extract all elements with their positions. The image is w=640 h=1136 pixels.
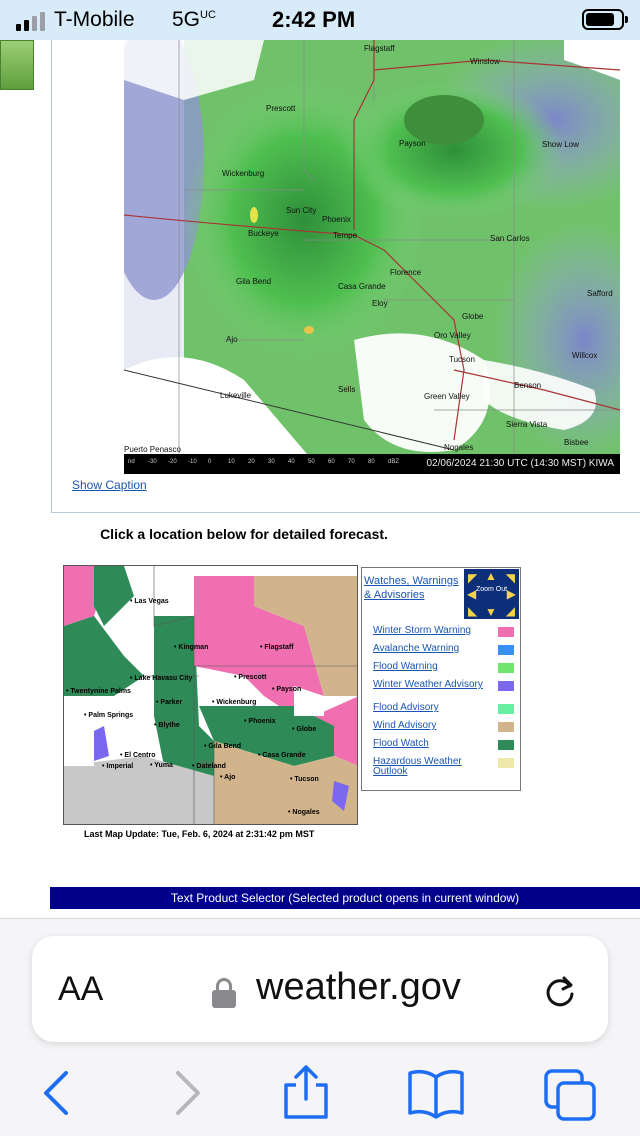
carrier-name: T-Mobile bbox=[54, 8, 135, 31]
arrow-down-icon: ▼ bbox=[485, 605, 497, 619]
side-menu-tab[interactable] bbox=[0, 40, 34, 90]
radar-city-label: Flagstaff bbox=[364, 44, 395, 53]
hazard-legend bbox=[361, 567, 521, 791]
map-city-link[interactable]: • Kingman bbox=[174, 644, 209, 651]
radar-city-label: Willcox bbox=[572, 351, 598, 360]
arrow-right-icon: ▶ bbox=[506, 587, 516, 601]
legend-swatch bbox=[498, 663, 514, 673]
map-city-link[interactable]: • Gila Bend bbox=[204, 743, 242, 750]
radar-city-label: Benson bbox=[514, 381, 542, 390]
legend-item[interactable] bbox=[373, 624, 518, 642]
forward-icon[interactable] bbox=[156, 1065, 216, 1121]
clock: 2:42 PM bbox=[272, 7, 356, 32]
radar-city-label: Casa Grande bbox=[338, 282, 386, 291]
map-city-link[interactable]: • Wickenburg bbox=[212, 699, 257, 706]
arrow-ne-icon: ◥ bbox=[505, 571, 515, 585]
map-city-link[interactable]: • Parker bbox=[156, 699, 183, 706]
legend-item[interactable] bbox=[373, 737, 518, 755]
map-city-link[interactable]: • Prescott bbox=[234, 674, 267, 681]
forecast-instructions: Click a location below for detailed forecast. bbox=[100, 526, 388, 542]
map-city-link[interactable]: • Palm Springs bbox=[84, 712, 134, 719]
status-bar bbox=[0, 0, 640, 40]
url-text[interactable]: weather.gov bbox=[256, 966, 461, 1008]
legend-swatch bbox=[498, 627, 514, 637]
radar-city-label: San Carlos bbox=[490, 234, 530, 243]
radar-city-label: Prescott bbox=[266, 104, 296, 113]
radar-city-label: Puerto Penasco bbox=[124, 445, 181, 454]
map-city-link[interactable]: • Ajo bbox=[220, 774, 236, 781]
map-city-link[interactable]: • Lake Havasu City bbox=[130, 675, 193, 682]
map-city-link[interactable]: • El Centro bbox=[120, 752, 156, 759]
radar-city-label: Tucson bbox=[449, 355, 475, 364]
show-caption-link[interactable]: Show Caption bbox=[72, 478, 147, 492]
legend-item-label[interactable]: Winter Weather Advisory bbox=[373, 679, 483, 690]
radar-city-label: Globe bbox=[462, 312, 484, 321]
signal-icon bbox=[16, 12, 45, 31]
address-bar[interactable] bbox=[32, 936, 608, 1042]
legend-swatch bbox=[498, 740, 514, 750]
map-city-link[interactable]: • Las Vegas bbox=[130, 598, 169, 605]
map-city-link[interactable]: • Globe bbox=[292, 726, 317, 733]
arrow-sw-icon: ◣ bbox=[468, 604, 478, 618]
arrow-left-icon: ◀ bbox=[467, 587, 477, 601]
legend-swatch bbox=[498, 704, 514, 714]
radar-city-label: Wickenburg bbox=[222, 169, 265, 178]
tabs-icon[interactable] bbox=[540, 1065, 600, 1121]
map-update-time: Last Map Update: Tue, Feb. 6, 2024 at 2:31:42 pm MST bbox=[84, 829, 315, 839]
legend-swatch bbox=[498, 722, 514, 732]
reload-icon[interactable] bbox=[540, 972, 580, 1012]
legend-item[interactable] bbox=[373, 678, 518, 701]
zoom-out-button[interactable] bbox=[464, 569, 519, 619]
legend-item-label[interactable]: Hazardous Weather Outlook bbox=[373, 756, 462, 777]
browser-chrome bbox=[0, 918, 640, 1136]
map-city-link[interactable]: • Nogales bbox=[288, 809, 320, 816]
legend-swatch bbox=[498, 645, 514, 655]
radar-timestamp: 02/06/2024 21:30 UTC (14:30 MST) KIWA bbox=[426, 458, 614, 469]
radar-city-label: Bisbee bbox=[564, 438, 589, 447]
legend-item-label[interactable]: Wind Advisory bbox=[373, 720, 437, 731]
text-product-selector[interactable]: Text Product Selector (Selected product opens in current window) bbox=[50, 887, 640, 909]
radar-city-label: Sells bbox=[338, 385, 356, 394]
legend-item[interactable] bbox=[373, 660, 518, 678]
radar-city-label: Green Valley bbox=[424, 392, 470, 401]
radar-image[interactable] bbox=[124, 40, 620, 474]
radar-city-label: Florence bbox=[390, 268, 422, 277]
legend-item[interactable] bbox=[373, 642, 518, 660]
legend-item-label[interactable]: Flood Warning bbox=[373, 661, 438, 672]
radar-city-label: Winslow bbox=[470, 57, 500, 66]
legend-swatch bbox=[498, 758, 514, 768]
map-city-link[interactable]: • Yuma bbox=[150, 762, 173, 769]
legend-item-label[interactable]: Flood Advisory bbox=[373, 702, 439, 713]
share-icon[interactable] bbox=[276, 1065, 336, 1121]
arrow-up-icon: ▲ bbox=[485, 569, 497, 583]
legend-list bbox=[373, 624, 518, 778]
bookmarks-icon[interactable] bbox=[406, 1065, 466, 1121]
radar-city-label: Tempe bbox=[333, 231, 358, 240]
radar-city-label: Oro Valley bbox=[434, 331, 471, 340]
battery-icon bbox=[582, 9, 624, 30]
network-type: $5G^{UC}$ bbox=[172, 8, 216, 31]
radar-city-label: Ajo bbox=[226, 335, 238, 344]
map-city-link[interactable]: • Tucson bbox=[290, 776, 319, 783]
legend-swatch bbox=[498, 681, 514, 691]
lock-icon bbox=[212, 978, 236, 1008]
back-icon[interactable] bbox=[28, 1065, 88, 1121]
radar-city-label: Sun City bbox=[286, 206, 317, 215]
map-city-link[interactable]: • Casa Grande bbox=[258, 752, 306, 759]
radar-city-label: Safford bbox=[587, 289, 613, 298]
radar-city-label: Gila Bend bbox=[236, 277, 272, 286]
watches-warnings-link[interactable]: Watches, Warnings & Advisories bbox=[364, 575, 459, 601]
browser-toolbar bbox=[0, 1057, 640, 1127]
map-city-link[interactable]: • Payson bbox=[272, 686, 302, 693]
text-size-button[interactable]: AA bbox=[58, 970, 104, 1008]
map-city-link[interactable]: • Phoenix bbox=[244, 718, 276, 725]
legend-item-label[interactable]: Flood Watch bbox=[373, 738, 429, 749]
map-city-link[interactable]: • Flagstaff bbox=[260, 644, 294, 651]
legend-item-label[interactable]: Winter Storm Warning bbox=[373, 625, 471, 636]
hazard-map-graphic bbox=[64, 566, 358, 825]
radar-city-label: Payson bbox=[399, 139, 426, 148]
radar-map bbox=[124, 40, 620, 474]
radar-city-label: Sierra Vista bbox=[506, 420, 548, 429]
dbz-scale: nd -30 -20 -10 0 10 20 30 40 50 60 70 80 dBZ bbox=[128, 459, 400, 465]
legend-item[interactable] bbox=[373, 701, 518, 719]
legend-item-label[interactable]: Avalanche Warning bbox=[373, 643, 460, 654]
zoom-out-label: Zoom Out bbox=[475, 586, 508, 593]
radar-city-label: Show Low bbox=[542, 140, 579, 149]
radar-city-label: Phoenix bbox=[322, 215, 351, 224]
map-city-link[interactable]: • Blythe bbox=[154, 722, 180, 729]
map-city-link[interactable]: • Imperial bbox=[102, 763, 134, 770]
arrow-nw-icon: ◤ bbox=[468, 571, 478, 585]
radar-city-label: Nogales bbox=[444, 443, 474, 452]
legend-item[interactable] bbox=[373, 719, 518, 737]
map-city-link[interactable]: • Twentynine Palms bbox=[66, 688, 131, 695]
radar-footer bbox=[124, 454, 620, 474]
arrow-se-icon: ◢ bbox=[505, 604, 515, 618]
map-city-link[interactable]: • Dateland bbox=[192, 763, 226, 770]
hazard-map[interactable] bbox=[63, 565, 358, 825]
radar-city-label: Lukeville bbox=[220, 391, 252, 400]
radar-city-label: Buckeye bbox=[248, 229, 279, 238]
radar-city-label: Eloy bbox=[372, 299, 388, 308]
legend-item[interactable] bbox=[373, 755, 518, 778]
